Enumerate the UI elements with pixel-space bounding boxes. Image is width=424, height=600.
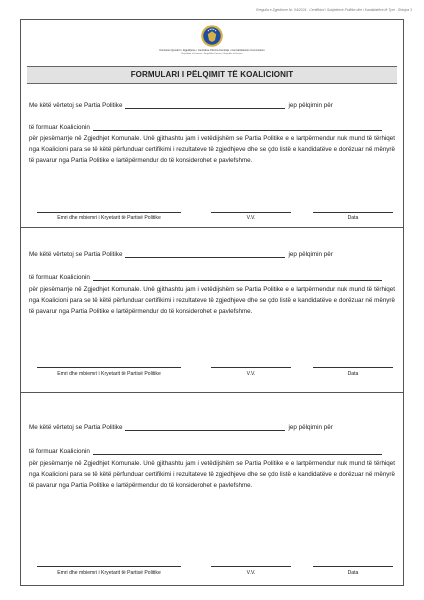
- coalition-line: [29, 448, 395, 455]
- signature-date-label: Data: [347, 570, 359, 576]
- party-name-field[interactable]: [125, 424, 285, 431]
- signature-vv-field[interactable]: [211, 367, 291, 368]
- logo-block: [21, 24, 403, 55]
- consent-paragraph: për pjesëmarrje në Zgjedhjet Komunale. Unë gjithashtu jam i vetëdijshëm se Partia Politike e e lartpërmendur nuk mund të tërhiqet nga Koalicioni para se të këtë përfunduar certifikimi i rezultateve të zgjedhjeve dhe se çdo listë e kandidatëve e dorëzuar në mënyrë të pavarur nga Partia Politike e lartëpërmendur do të konsiderohet e pavlefshme.: [29, 460, 395, 489]
- signature-name-field[interactable]: [37, 367, 181, 368]
- consent-label: jep pëlqimin për: [288, 102, 333, 109]
- institution-name: Komisioni Qendror i Zgjedhjeve • Centralna Izborna Komisija • Central Election Commission: [159, 49, 265, 52]
- party-line: [29, 251, 395, 258]
- coalition-name-field[interactable]: [93, 448, 382, 455]
- signature-vv-label: V.V.: [246, 570, 256, 576]
- consent-label: jep pëlqimin për: [288, 424, 333, 431]
- party-line-label: Me këtë vërtetoj se Partia Politike: [29, 102, 123, 109]
- institution-country: Republika e Kosovës • Republika Kosovo • Republic of Kosovo: [181, 53, 243, 55]
- signature-date-field[interactable]: [313, 367, 393, 368]
- coalition-line-label: të formuar Koalicionin: [29, 448, 90, 455]
- coalition-line-label: të formuar Koalicionin: [29, 274, 90, 281]
- election-commission-seal-icon: [200, 24, 224, 48]
- coalition-line: [29, 124, 395, 131]
- party-line-label: Me këtë vërtetoj se Partia Politike: [29, 251, 123, 258]
- signature-vv-label: V.V.: [246, 215, 256, 221]
- party-line-label: Me këtë vërtetoj se Partia Politike: [29, 424, 123, 431]
- coalition-line: [29, 274, 395, 281]
- signature-name-field[interactable]: [37, 566, 181, 567]
- signature-vv-field[interactable]: [211, 212, 291, 213]
- signature-name-field[interactable]: [37, 212, 181, 213]
- consent-paragraph: për pjesëmarrje në Zgjedhjet Komunale. Unë gjithashtu jam i vetëdijshëm se Partia Politike e e lartpërmendur nuk mund të tërhiqet nga Koalicioni para se të këtë përfunduar certifikimi i rezultateve të zgjedhjeve dhe se çdo listë e kandidatëve e dorëzuar në mënyrë të pavarur nga Partia Politike e lartëpërmendur do të konsiderohet e pavlefshme.: [29, 286, 395, 315]
- consent-section-2: [21, 227, 403, 392]
- form-frame: [20, 19, 404, 586]
- signature-vv-label: V.V.: [246, 371, 256, 377]
- coalition-name-field[interactable]: [93, 124, 382, 131]
- coalition-name-field[interactable]: [93, 274, 382, 281]
- consent-label: jep pëlqimin për: [288, 251, 333, 258]
- consent-paragraph: për pjesëmarrje në Zgjedhjet Komunale. Unë gjithashtu jam i vetëdijshëm se Partia Politike e e lartpërmendur nuk mund të tërhiqet nga Koalicioni para se të këtë përfunduar certifikimi i rezultateve të zgjedhjeve dhe se çdo listë e kandidatëve e dorëzuar në mënyrë të pavarur nga Partia Politike e lartëpërmendur do të konsiderohet e pavlefshme.: [29, 135, 395, 164]
- signature-date-field[interactable]: [313, 212, 393, 213]
- party-name-field[interactable]: [125, 102, 285, 109]
- signature-date-label: Data: [347, 215, 359, 221]
- signature-name-label: Emri dhe mbiemri i Kryetarit të Partisë Politike: [57, 570, 161, 576]
- signature-date-label: Data: [347, 371, 359, 377]
- header-note: Rregulla e Zgjedhore Nr. 04/2024 - Certifikimi i Subjekteve Politike dhe i Kandidatëve të Tyre - Shtojca 3: [256, 8, 412, 12]
- signature-vv-field[interactable]: [211, 566, 291, 567]
- consent-section-3: [21, 392, 403, 587]
- consent-section-1: [21, 84, 403, 227]
- coalition-line-label: të formuar Koalicionin: [29, 124, 90, 131]
- party-name-field[interactable]: [125, 251, 285, 258]
- signature-date-field[interactable]: [313, 566, 393, 567]
- signature-name-label: Emri dhe mbiemri i Kryetarit të Partisë Politike: [57, 215, 161, 221]
- party-line: [29, 102, 395, 109]
- form-title: FORMULARI I PËLQIMIT TË KOALICIONIT: [27, 66, 397, 84]
- signature-name-label: Emri dhe mbiemri i Kryetarit të Partisë Politike: [57, 371, 161, 377]
- party-line: [29, 424, 395, 431]
